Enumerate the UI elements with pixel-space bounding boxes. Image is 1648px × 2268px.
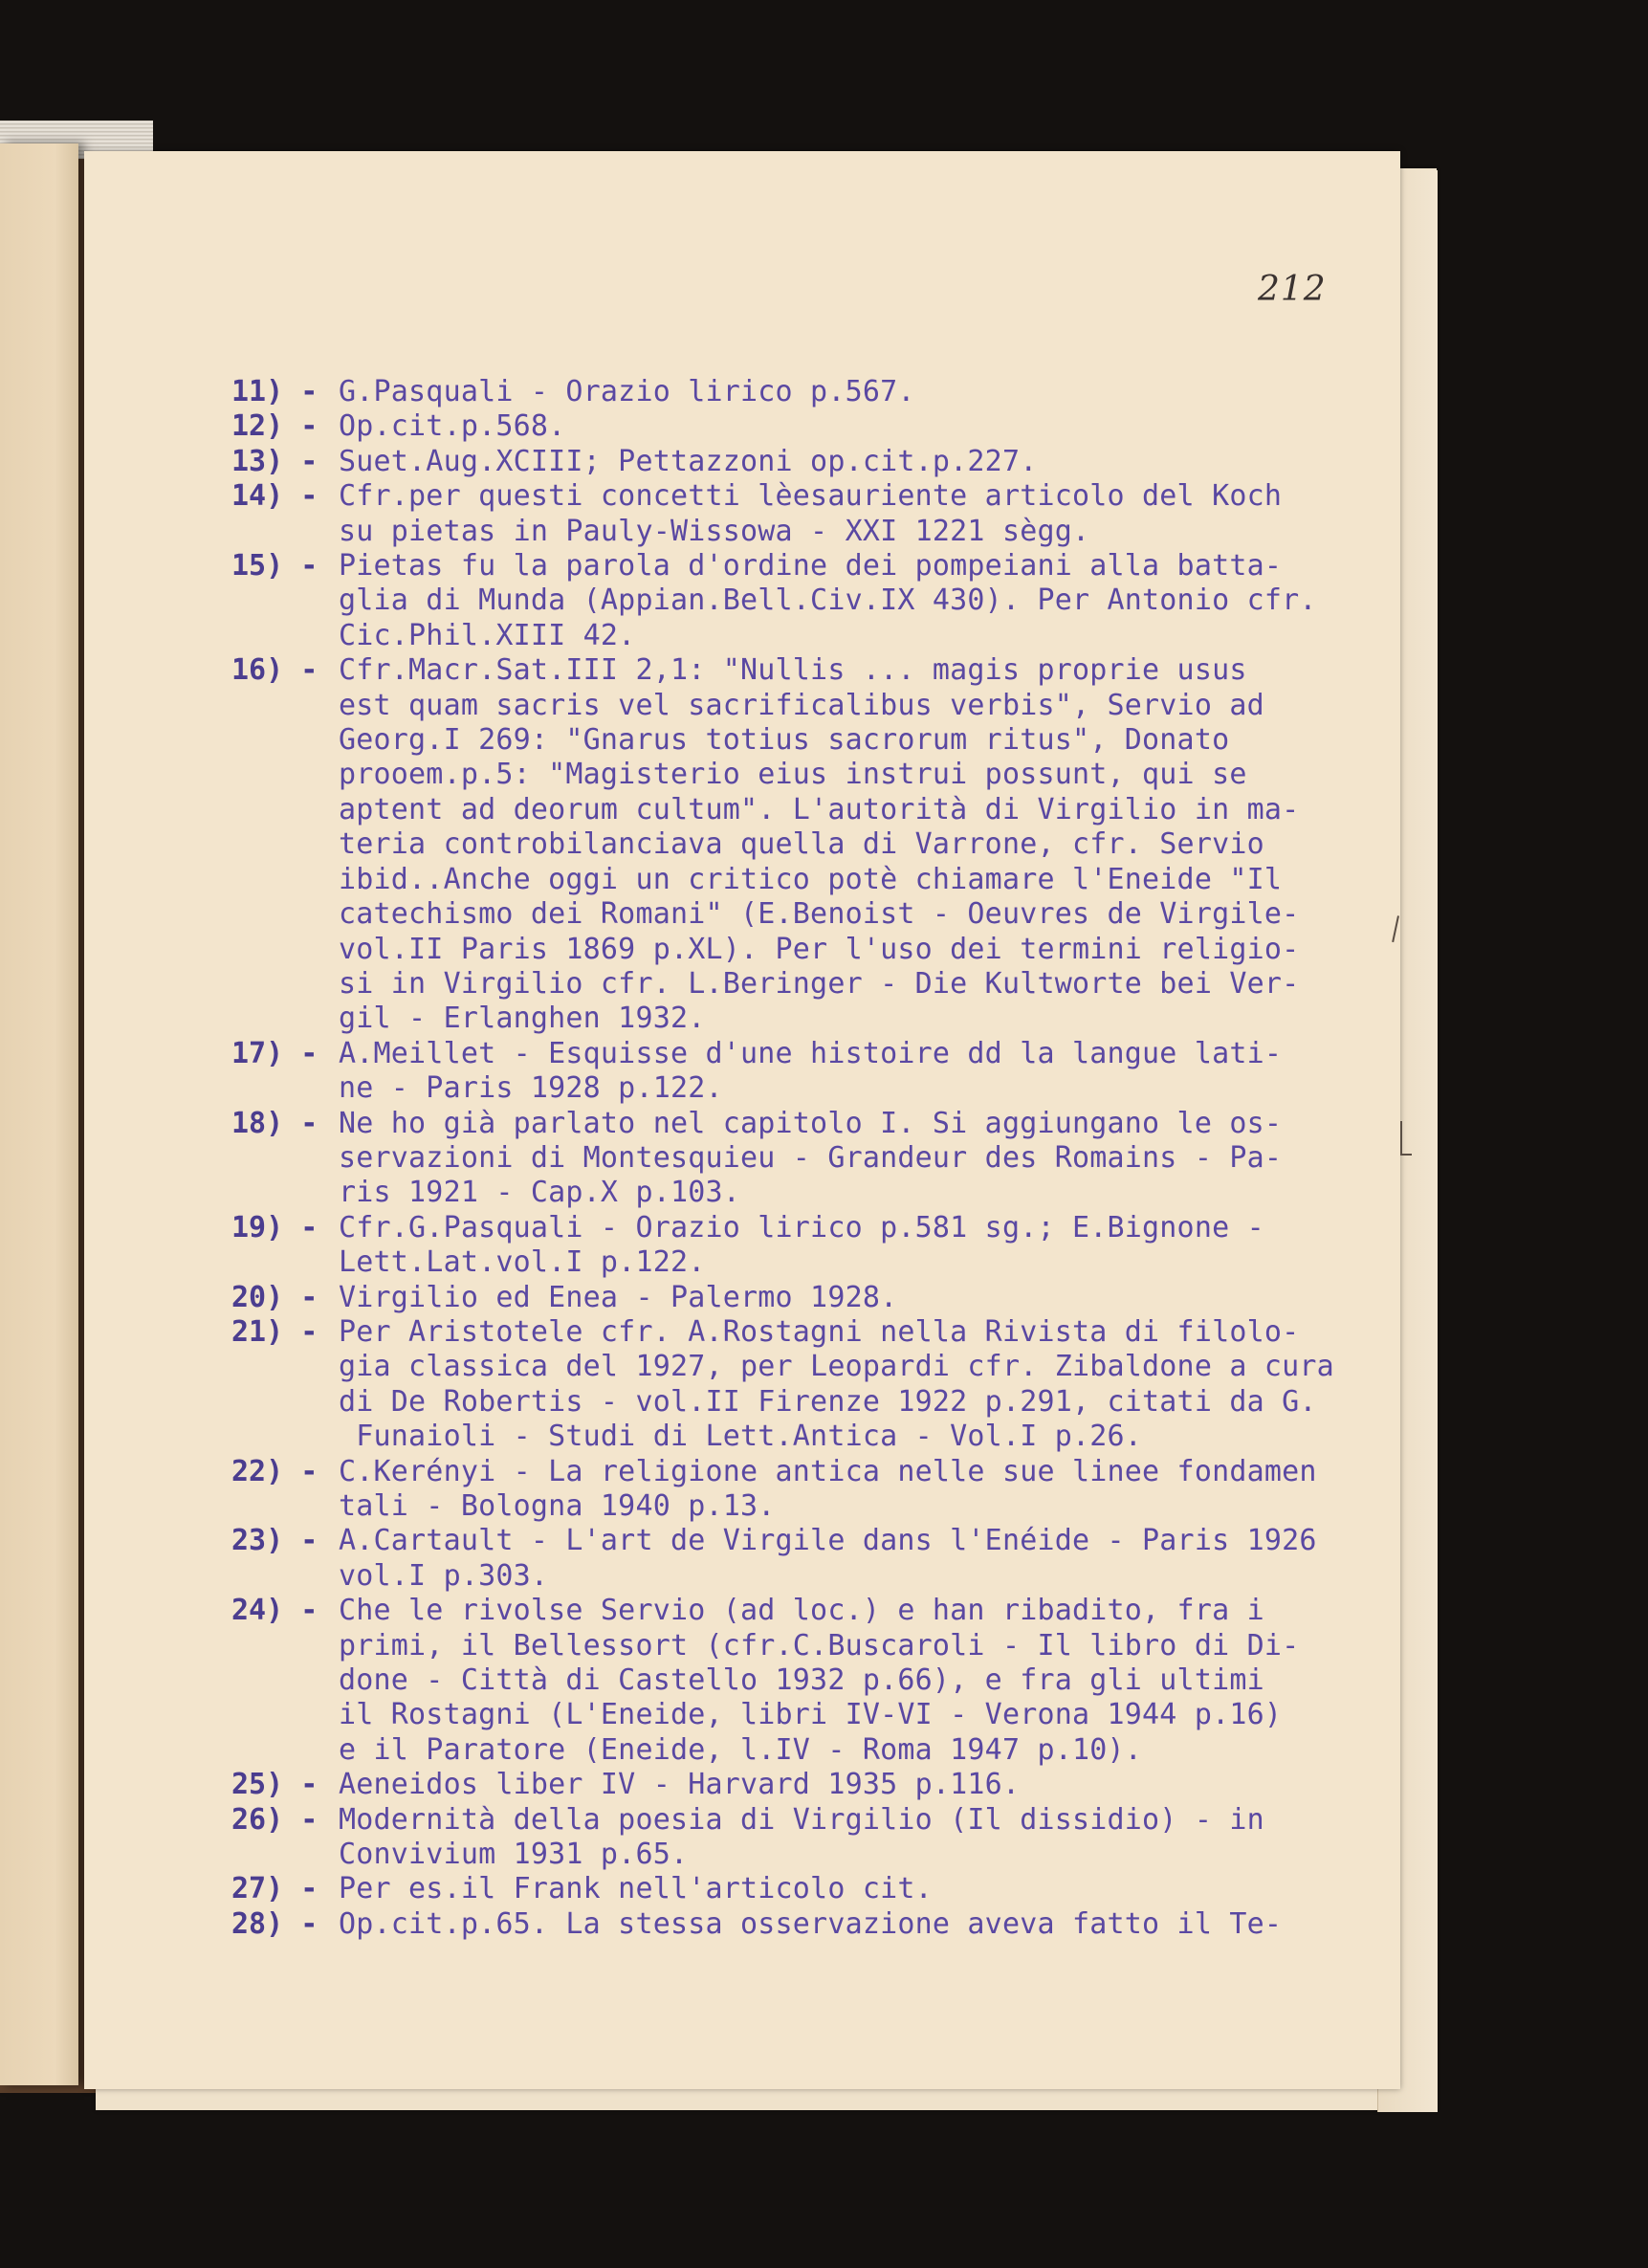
- footnote-line: C.Kerényi - La religione antica nelle sue linee fondamen: [339, 1454, 1317, 1488]
- footnote-line: servazioni di Montesquieu - Grandeur des Romains - Pa-: [339, 1140, 1283, 1175]
- footnote-text: [339, 1455, 1360, 1525]
- footnote: [231, 653, 1360, 1036]
- footnote: [231, 1037, 1360, 1107]
- footnote-text: [339, 375, 1360, 409]
- footnote-line: est quam sacris vel sacrificalibus verbis", Servio ad: [339, 688, 1264, 722]
- footnote-line: Che le rivolse Servio (ad loc.) e han ribadito, fra i: [339, 1594, 1264, 1628]
- footnote: [231, 1768, 1360, 1802]
- footnote-text: [339, 1907, 1360, 1942]
- footnote-text: [339, 1872, 1360, 1906]
- footnote-number: 19) -: [231, 1210, 319, 1244]
- footnote-line: si in Virgilio cfr. L.Beringer - Die Kultworte bei Ver-: [339, 966, 1300, 1001]
- footnote-line: aptent ad deorum cultum". L'autorità di Virgilio in ma-: [339, 792, 1300, 826]
- footnote-line: il Rostagni (L'Eneide, libri IV-VI - Verona 1944 p.16): [339, 1698, 1283, 1732]
- footnote-line: teria controbilanciava quella di Varrone, cfr. Servio: [339, 827, 1264, 862]
- footnote-text: [339, 653, 1360, 1036]
- footnote-number: 12) -: [231, 409, 319, 444]
- footnote: [231, 1872, 1360, 1906]
- footnote-number: 14) -: [231, 479, 319, 514]
- footnote-text: [339, 1211, 1360, 1281]
- footnote-line: Aeneidos liber IV - Harvard 1935 p.116.: [339, 1768, 1021, 1802]
- footnote: [231, 1211, 1360, 1281]
- footnote-line: Cfr.G.Pasquali - Orazio lirico p.581 sg.; E.Bignone -: [339, 1210, 1264, 1244]
- footnote-line: prooem.p.5: "Magisterio eius instrui possunt, qui se: [339, 758, 1247, 792]
- footnote-number: 24) -: [231, 1594, 319, 1628]
- footnote-text: [339, 479, 1360, 549]
- footnote-line: tali - Bologna 1940 p.13.: [339, 1489, 776, 1523]
- footnote-line: gil - Erlanghen 1932.: [339, 1002, 706, 1036]
- footnote-number: 18) -: [231, 1106, 319, 1140]
- footnote-line: ne - Paris 1928 p.122.: [339, 1071, 723, 1106]
- footnote-line: ibid..Anche oggi un critico potè chiamare l'Eneide "Il: [339, 862, 1283, 896]
- footnote-line: done - Città di Castello 1932 p.66), e fra gli ultimi: [339, 1663, 1264, 1698]
- footnote-line: Cic.Phil.XIII 42.: [339, 618, 636, 652]
- footnote-line: Ne ho già parlato nel capitolo I. Si aggiungano le os-: [339, 1106, 1283, 1140]
- footnote: [231, 1107, 1360, 1211]
- footnote-text: [339, 1768, 1360, 1802]
- footnote-text: [339, 549, 1360, 653]
- footnote: [231, 1907, 1360, 1942]
- footnote: [231, 549, 1360, 653]
- footnote-line: vol.II Paris 1869 p.XL). Per l'uso dei termini religio-: [339, 932, 1300, 966]
- footnote: [231, 1315, 1360, 1455]
- footnote-number: 23) -: [231, 1524, 319, 1558]
- footnote-number: 27) -: [231, 1872, 319, 1906]
- margin-mark: [1400, 1121, 1412, 1156]
- footnote-text: [339, 1594, 1360, 1768]
- footnote-line: Modernità della poesia di Virgilio (Il dissidio) - in: [339, 1802, 1264, 1837]
- footnote-number: 22) -: [231, 1454, 319, 1488]
- footnote-number: 28) -: [231, 1906, 319, 1941]
- footnote: [231, 1594, 1360, 1768]
- footnote-line: Per Aristotele cfr. A.Rostagni nella Rivista di filolo-: [339, 1314, 1300, 1349]
- footnote-number: 25) -: [231, 1768, 319, 1802]
- footnote-line: Lett.Lat.vol.I p.122.: [339, 1245, 706, 1280]
- footnote: [231, 1803, 1360, 1873]
- footnote: [231, 1281, 1360, 1315]
- footnote-line: Per es.il Frank nell'articolo cit.: [339, 1872, 933, 1906]
- footnote-text: [339, 409, 1360, 444]
- footnote-text: [339, 1281, 1360, 1315]
- footnote: [231, 375, 1360, 409]
- footnote: [231, 1455, 1360, 1525]
- footnote-number: 15) -: [231, 549, 319, 584]
- footnote-line: Funaioli - Studi di Lett.Antica - Vol.I p.26.: [339, 1420, 1143, 1454]
- footnote-line: vol.I p.303.: [339, 1558, 549, 1593]
- footnote-line: e il Paratore (Eneide, l.IV - Roma 1947 p.10).: [339, 1732, 1143, 1767]
- footnote-line: Pietas fu la parola d'ordine dei pompeiani alla batta-: [339, 549, 1283, 584]
- footnote-line: di De Robertis - vol.II Firenze 1922 p.291, citati da G.: [339, 1384, 1317, 1419]
- footnote-line: glia di Munda (Appian.Bell.Civ.IX 430). Per Antonio cfr.: [339, 584, 1317, 618]
- page-number: 212: [1258, 270, 1327, 309]
- footnote-number: 21) -: [231, 1314, 319, 1349]
- footnote-text: [339, 445, 1360, 479]
- footnote-line: Cfr.per questi concetti lèesauriente articolo del Koch: [339, 479, 1283, 514]
- footnote-text: [339, 1315, 1360, 1455]
- footnote-line: primi, il Bellessort (cfr.C.Buscaroli - Il libro di Di-: [339, 1628, 1300, 1662]
- footnote-number: 20) -: [231, 1280, 319, 1314]
- footnote-number: 26) -: [231, 1802, 319, 1837]
- footnote-text: [339, 1037, 1360, 1107]
- footnote-line: gia classica del 1927, per Leopardi cfr. Zibaldone a cura: [339, 1350, 1334, 1384]
- footnote: [231, 409, 1360, 444]
- footnote-number: 16) -: [231, 653, 319, 688]
- footnote-line: su pietas in Pauly-Wissowa - XXI 1221 sègg.: [339, 514, 1090, 548]
- footnote-line: A.Cartault - L'art de Virgile dans l'Enéide - Paris 1926: [339, 1524, 1317, 1558]
- footnotes-list: [231, 375, 1360, 1942]
- footnote-number: 17) -: [231, 1036, 319, 1070]
- footnote-text: [339, 1107, 1360, 1211]
- footnote-line: ris 1921 - Cap.X p.103.: [339, 1176, 741, 1210]
- footnote-number: 13) -: [231, 444, 319, 478]
- footnote: [231, 479, 1360, 549]
- footnote-line: Op.cit.p.65. La stessa osservazione aveva fatto il Te-: [339, 1906, 1283, 1941]
- footnote-line: G.Pasquali - Orazio lirico p.567.: [339, 375, 915, 408]
- footnote: [231, 1524, 1360, 1594]
- footnote-line: Georg.I 269: "Gnarus totius sacrorum ritus", Donato: [339, 723, 1230, 758]
- footnote: [231, 445, 1360, 479]
- footnote-line: Op.cit.p.568.: [339, 409, 566, 444]
- footnote-text: [339, 1524, 1360, 1594]
- footnote-line: Virgilio ed Enea - Palermo 1928.: [339, 1280, 898, 1314]
- footnote-line: catechismo dei Romani" (E.Benoist - Oeuvres de Virgile-: [339, 897, 1300, 932]
- left-page: [0, 143, 78, 2085]
- footnote-text: [339, 1803, 1360, 1873]
- footnote-line: A.Meillet - Esquisse d'une histoire dd la langue lati-: [339, 1036, 1283, 1070]
- footnote-line: Cfr.Macr.Sat.III 2,1: "Nullis ... magis proprie usus: [339, 653, 1247, 688]
- footnote-number: 11) -: [231, 375, 319, 408]
- footnote-line: Suet.Aug.XCIII; Pettazzoni op.cit.p.227.: [339, 444, 1038, 478]
- footnote-line: Convivium 1931 p.65.: [339, 1838, 689, 1872]
